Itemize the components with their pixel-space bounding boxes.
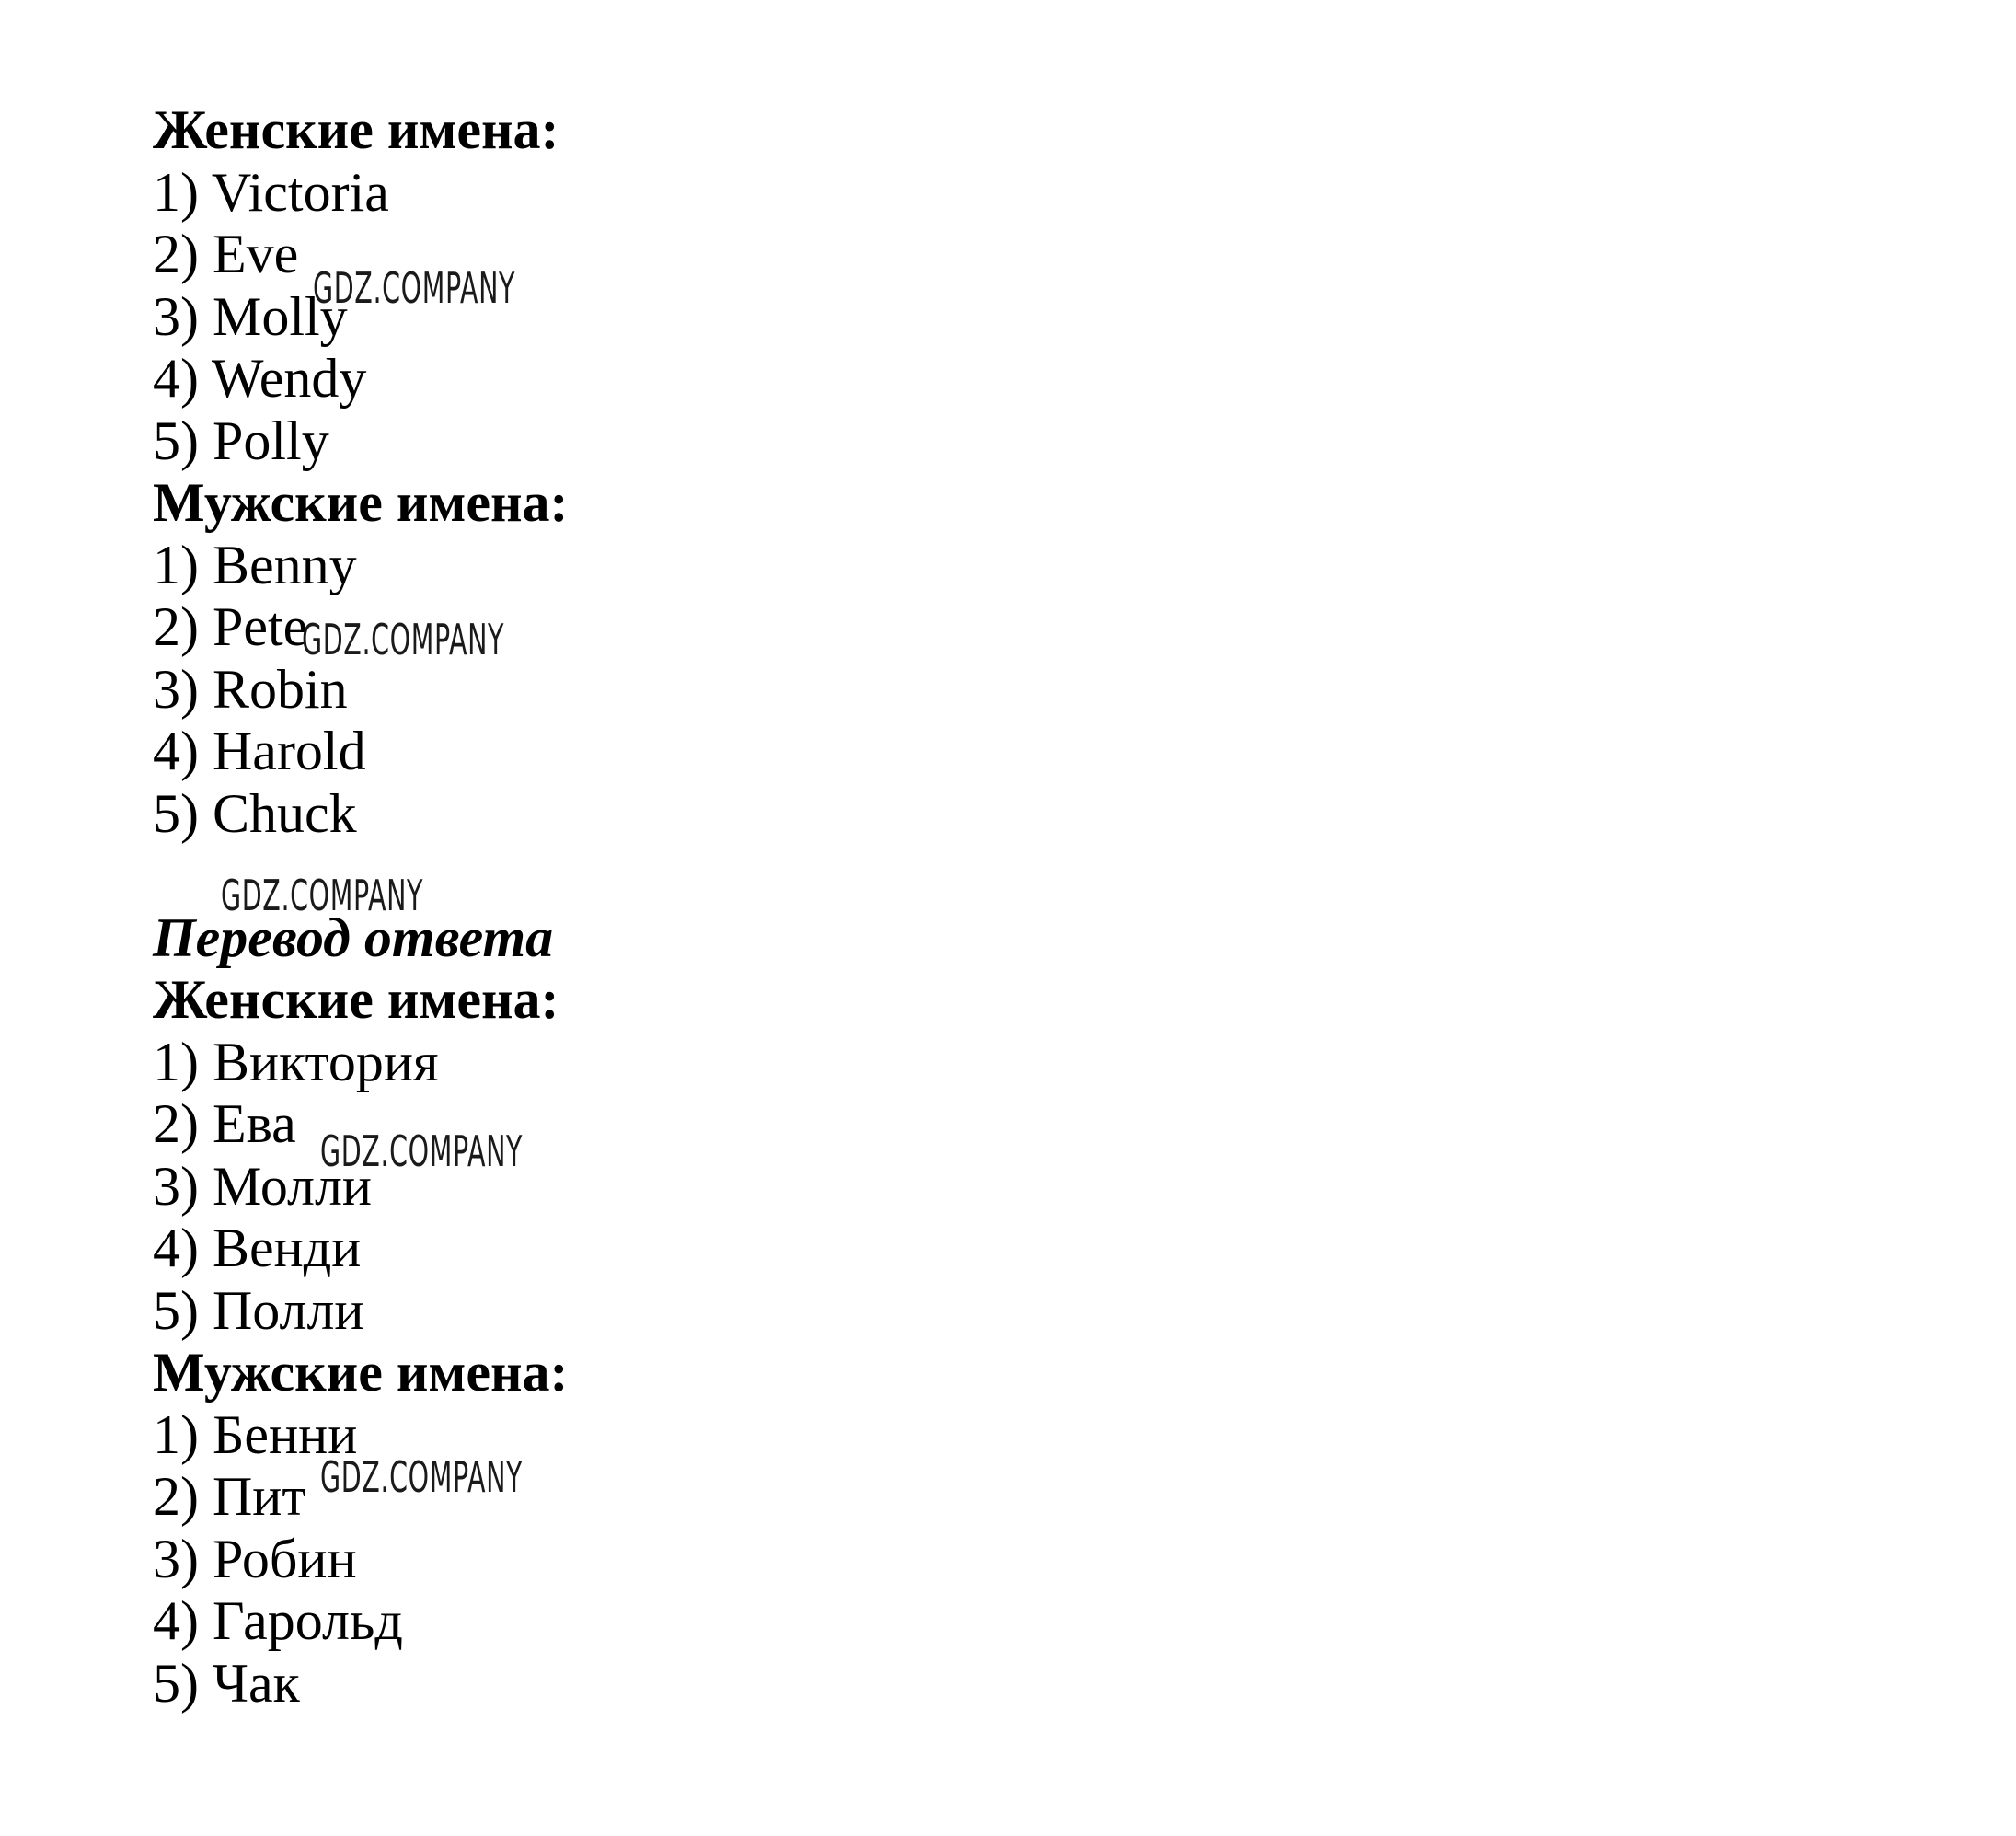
male-names-heading-ru: Мужские имена: — [153, 1342, 569, 1403]
watermark: GDZ.COMPANY — [221, 871, 424, 920]
male-name-item-ru: 5) Чак — [153, 1652, 300, 1714]
female-name-item: 2) Eve — [153, 224, 299, 284]
male-name-item: 4) Harold — [153, 721, 366, 781]
female-names-heading-ru: Женские имена: — [153, 969, 559, 1030]
female-name-item: 3) Molly — [153, 285, 348, 347]
female-name-item: 4) Wendy — [153, 348, 367, 409]
female-name-item-ru: 5) Полли — [153, 1279, 364, 1341]
male-names-heading: Мужские имена: — [153, 472, 569, 533]
female-name-item-ru: 2) Ева — [153, 1093, 296, 1154]
translation-title: Перевод ответа — [153, 906, 554, 968]
female-name-item-ru: 3) Молли — [153, 1155, 373, 1217]
male-name-item-ru: 3) Робин — [153, 1528, 357, 1589]
watermark: GDZ.COMPANY — [302, 615, 505, 664]
female-name-item-ru: 4) Венди — [153, 1218, 362, 1278]
male-name-item: 1) Benny — [153, 534, 357, 595]
male-name-item-ru: 1) Бенни — [153, 1403, 358, 1465]
watermark: GDZ.COMPANY — [313, 263, 516, 313]
male-name-item: 3) Robin — [153, 658, 348, 720]
male-name-item-ru: 2) Пит — [153, 1466, 306, 1527]
watermark: GDZ.COMPANY — [320, 1452, 524, 1502]
male-name-item-ru: 4) Гарольд — [153, 1590, 403, 1651]
watermark: GDZ.COMPANY — [320, 1126, 524, 1176]
female-name-item: 5) Polly — [153, 410, 329, 471]
male-name-item: 2) Pete — [153, 596, 308, 657]
male-name-item: 5) Chuck — [153, 782, 357, 844]
female-name-item: 1) Victoria — [153, 161, 389, 223]
female-names-heading: Женские имена: — [153, 99, 559, 160]
female-name-item-ru: 1) Виктория — [153, 1031, 439, 1092]
